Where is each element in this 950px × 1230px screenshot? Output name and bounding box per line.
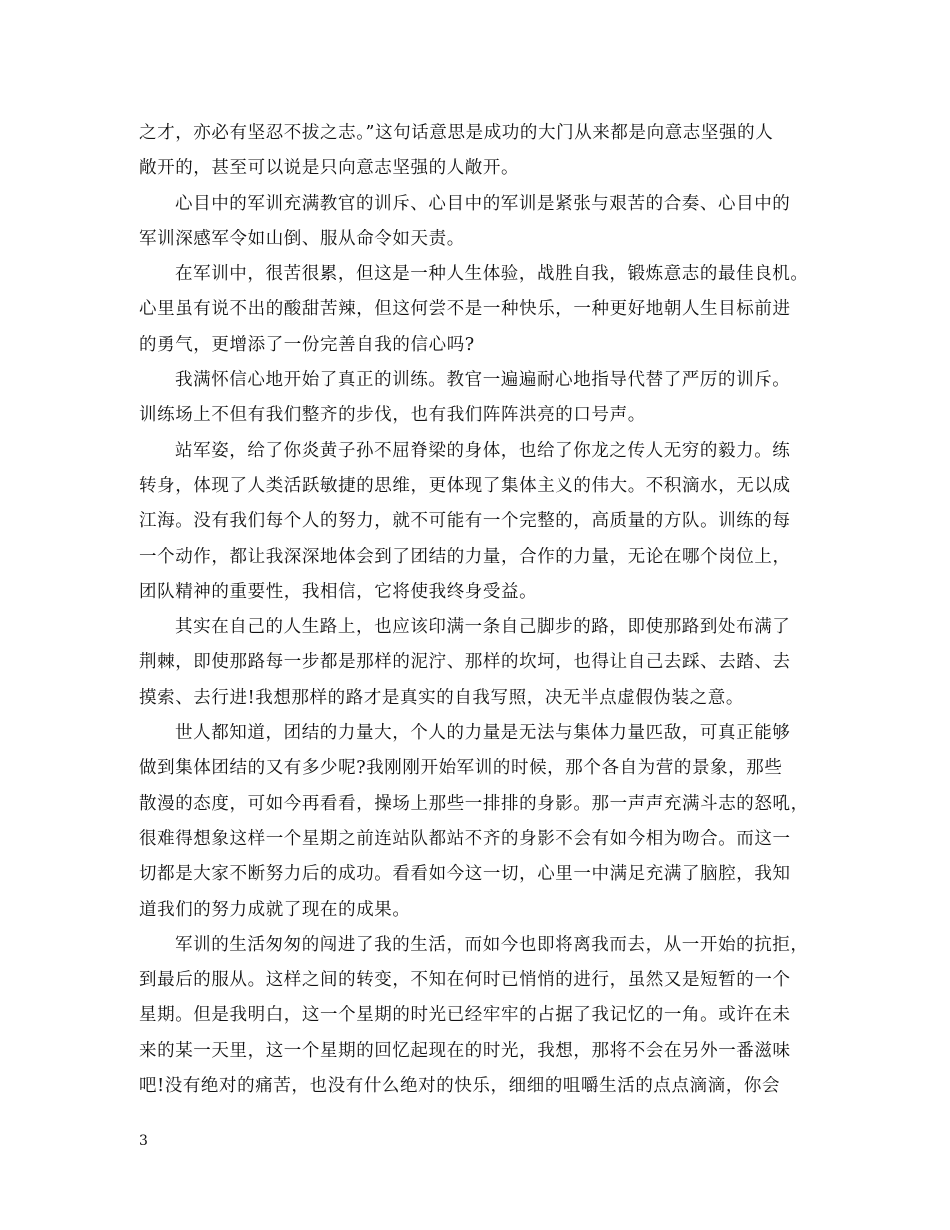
text-line: 我满怀信心地开始了真正的训练。教官一遍遍耐心地指导代替了严厉的训斥。: [175, 370, 791, 391]
text-line: 其实在自己的人生路上，也应该印满一条自己脚步的路，即使那路到处布满了: [175, 617, 791, 638]
text-line: 训练场上不但有我们整齐的步伐，也有我们阵阵洪亮的口号声。: [139, 405, 646, 426]
text-line: 散漫的态度，可如今再看看，操场上那些一排排的身影。那一声声充满斗志的怒吼，: [139, 793, 809, 814]
text-line: 军训的生活匆匆的闯进了我的生活，而如今也即将离我而去，从一开始的抗拒，: [175, 934, 809, 955]
text-line: 摸索、去行进!我想那样的路才是真实的自我写照，决无半点虚假伪装之意。: [139, 687, 744, 708]
text-line: 心目中的军训充满教官的训斥、心目中的军训是紧张与艰苦的合奏、心目中的: [175, 193, 791, 214]
text-line: 江海。没有我们每个人的努力，就不可能有一个完整的，高质量的方队。训练的每: [139, 511, 791, 532]
text-line: 做到集体团结的又有多少呢?我刚刚开始军训的时候，那个各自为营的景象，那些: [139, 758, 783, 779]
text-line: 荆棘，即使那路每一步都是那样的泥泞、那样的坎坷，也得让自己去踩、去踏、去: [139, 652, 791, 673]
text-line: 军训深感军令如山倒、服从命令如天责。: [139, 228, 465, 249]
text-line: 世人都知道，团结的力量大，个人的力量是无法与集体力量匹敌，可真正能够: [175, 723, 791, 744]
text-line: 一个动作，都让我深深地体会到了团结的力量，合作的力量，无论在哪个岗位上，: [139, 546, 791, 567]
text-line: 转身，体现了人类活跃敏捷的思维，更体现了集体主义的伟大。不积滴水，无以成: [139, 475, 791, 496]
text-line: 心里虽有说不出的酸甜苦辣，但这何尝不是一种快乐，一种更好地朝人生目标前进: [139, 299, 791, 320]
text-line: 星期。但是我明白，这一个星期的时光已经牢牢的占据了我记忆的一角。或许在未: [139, 1005, 791, 1026]
text-line: 道我们的努力成就了现在的成果。: [139, 899, 411, 920]
text-line: 敞开的，甚至可以说是只向意志坚强的人敞开。: [139, 158, 520, 179]
page-number: 3: [139, 1133, 148, 1149]
text-line: 站军姿，给了你炎黄子孙不屈脊梁的身体，也给了你龙之传人无穷的毅力。练: [175, 440, 791, 461]
text-line: 来的某一天里，这一个星期的回忆起现在的时光，我想，那将不会在另外一番滋味: [139, 1040, 791, 1061]
text-line: 切都是大家不断努力后的成功。看看如今这一切，心里一中满足充满了脑腔，我知: [139, 864, 791, 885]
document-body: [139, 116, 829, 1104]
text-line: 到最后的服从。这样之间的转变，不知在何时已悄悄的进行，虽然又是短暂的一个: [139, 970, 791, 991]
text-line: 团队精神的重要性，我相信，它将使我终身受益。: [139, 581, 538, 602]
text-line: 吧!没有绝对的痛苦，也没有什么绝对的快乐，细细的咀嚼生活的点点滴滴，你会: [139, 1076, 781, 1097]
text-line: 很难得想象这样一个星期之前连站队都站不齐的身影不会有如今相为吻合。而这一: [139, 828, 791, 849]
text-line: 之才，亦必有坚忍不拔之志。”这句话意思是成功的大门从来都是向意志坚强的人: [139, 123, 774, 143]
text-line: 在军训中，很苦很累，但这是一种人生体验，战胜自我，锻炼意志的最佳良机。: [175, 264, 809, 285]
text-line: 的勇气，更增添了一份完善自我的信心吗?: [139, 334, 475, 355]
